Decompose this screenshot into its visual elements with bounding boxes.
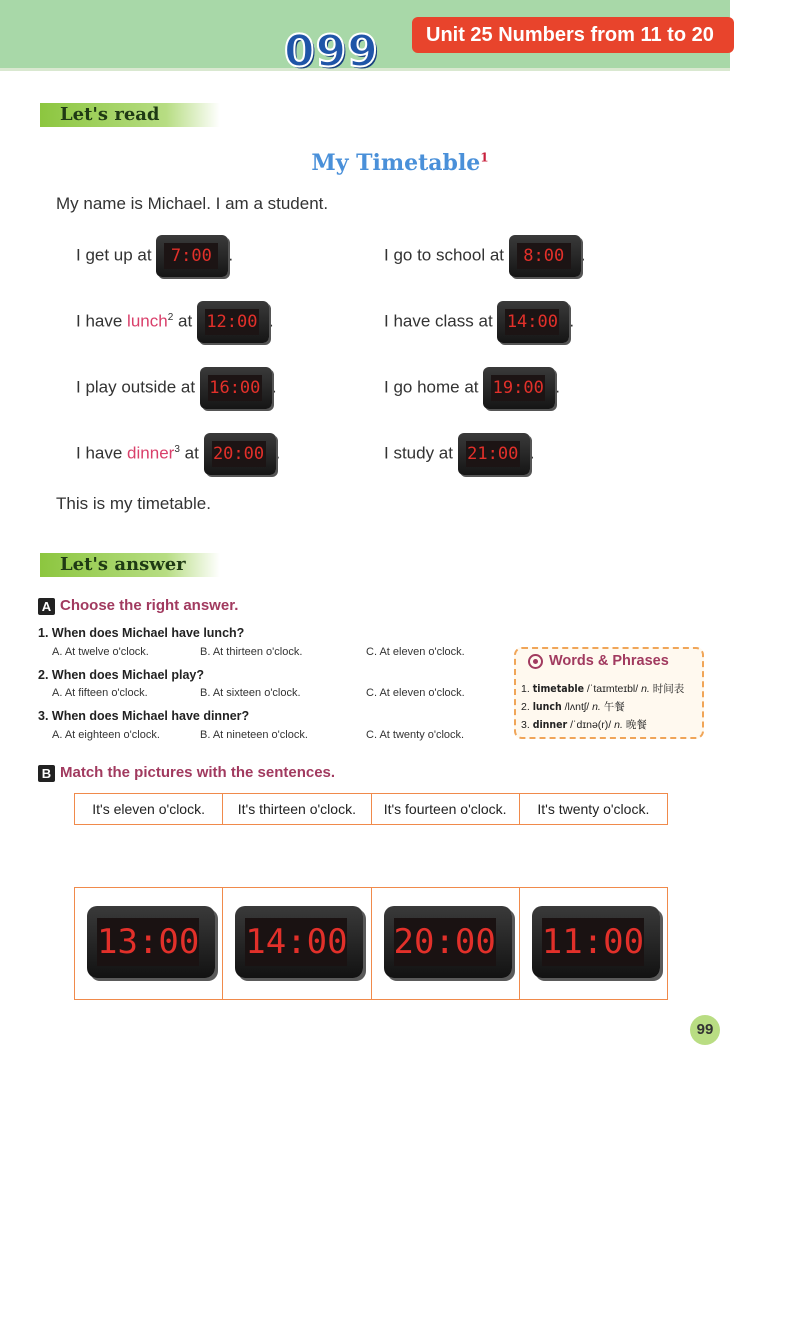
entry-text: I study at <box>384 443 453 463</box>
clock-time: 20:00 <box>212 441 266 467</box>
timetable-entry: I have lunch$^2$ at 12:00 . <box>76 301 274 343</box>
vocab-num: 3. <box>521 719 530 731</box>
digital-clock-icon <box>509 235 581 277</box>
title-footnote: 1 <box>480 150 489 165</box>
entry-text: I go home at <box>384 377 479 397</box>
entry-text: I have class at <box>384 311 493 331</box>
part-b-title <box>38 764 335 782</box>
target-circle-icon <box>528 654 543 669</box>
sentence-table <box>74 793 668 825</box>
timetable-entry: I have class at 14:00 . <box>384 301 574 343</box>
option-3c[interactable]: C. At twenty o'clock. <box>366 729 465 741</box>
clock-time: 16:00 <box>208 375 262 401</box>
question-3: 3. When does Michael have dinner? <box>38 709 250 723</box>
digital-clock-icon <box>483 367 555 409</box>
sentence-cell[interactable]: It's eleven o'clock. <box>75 794 223 824</box>
clock-time: 14:00 <box>505 309 559 335</box>
entry-text: I get up at <box>76 245 152 265</box>
unit-title-banner: Unit 25 Numbers from 11 to 20 <box>412 17 734 53</box>
closing-text: This is my timetable. <box>56 494 211 513</box>
clock-time: 7:00 <box>164 243 218 269</box>
part-b-badge: B <box>38 765 55 782</box>
vocab-word: lunch <box>532 701 562 713</box>
vocab-item <box>521 699 625 714</box>
option-1b[interactable]: B. At thirteen o'clock. <box>200 646 303 658</box>
clock-time: 21:00 <box>466 441 520 467</box>
digital-clock-icon <box>458 433 530 475</box>
digital-clock-icon <box>87 906 215 978</box>
part-a-title-text: Choose the right answer. <box>60 597 239 614</box>
vocab-pos: n. <box>614 719 623 731</box>
sentence-cell[interactable]: It's fourteen o'clock. <box>372 794 520 824</box>
timetable-entry: I go home at 19:00 . <box>384 367 560 409</box>
timetable-entry: I get up at 7:00 . <box>76 235 233 277</box>
vocab-meaning: 午餐 <box>603 701 625 713</box>
section-heading-read: Let's read <box>40 103 220 127</box>
timetable-entry: I study at 21:00 . <box>384 433 534 475</box>
part-a-title <box>38 597 238 615</box>
entry-text: at <box>177 311 193 331</box>
vocab-word: lunch <box>127 311 168 331</box>
vocab-item <box>521 681 684 696</box>
vocab-num: 2. <box>521 701 530 713</box>
entry-text: I go to school at <box>384 245 505 265</box>
sentence-cell[interactable]: It's twenty o'clock. <box>537 801 650 817</box>
vocab-phonetic: /lʌntʃ/ <box>564 701 590 713</box>
option-3a[interactable]: A. At eighteen o'clock. <box>52 729 160 741</box>
vocab-word: timetable <box>532 683 584 695</box>
words-phrases-title-text: Words & Phrases <box>549 653 669 669</box>
picture-cell[interactable] <box>75 888 223 999</box>
digital-clock-icon <box>235 906 363 978</box>
clock-time: 20:00 <box>394 918 496 966</box>
digital-clock-icon <box>497 301 569 343</box>
vocab-num: 1. <box>521 683 530 695</box>
timetable-entry: I play outside at 16:00 . <box>76 367 277 409</box>
clock-picture-table <box>74 887 668 1000</box>
entry-text: I have <box>76 443 123 463</box>
vocab-item <box>521 717 647 732</box>
lesson-number: 099 <box>284 26 379 77</box>
option-2c[interactable]: C. At eleven o'clock. <box>366 687 465 699</box>
clock-time: 12:00 <box>205 309 259 335</box>
vocab-pos: n. <box>641 683 650 695</box>
vocab-word: dinner <box>127 443 175 463</box>
picture-cell[interactable] <box>372 888 520 999</box>
clock-time: 19:00 <box>491 375 545 401</box>
picture-cell[interactable] <box>520 888 667 999</box>
question-2: 2. When does Michael play? <box>38 668 205 682</box>
clock-time: 14:00 <box>245 918 347 966</box>
digital-clock-icon <box>197 301 269 343</box>
clock-time: 8:00 <box>517 243 571 269</box>
intro-text: My name is Michael. I am a student. <box>56 194 329 213</box>
option-2a[interactable]: A. At fifteen o'clock. <box>52 687 148 699</box>
story-title <box>0 150 800 176</box>
digital-clock-icon <box>532 906 660 978</box>
digital-clock-icon <box>156 235 228 277</box>
option-1a[interactable]: A. At twelve o'clock. <box>52 646 149 658</box>
footnote-marker: 2 <box>167 311 174 323</box>
vocab-meaning: 时间表 <box>652 683 685 695</box>
entry-text: I play outside at <box>76 377 196 397</box>
timetable-entry: I have dinner$^3$ at 20:00 . <box>76 433 280 475</box>
words-phrases-title <box>528 653 669 669</box>
digital-clock-icon <box>384 906 512 978</box>
option-2b[interactable]: B. At sixteen o'clock. <box>200 687 301 699</box>
vocab-word: dinner <box>532 719 568 731</box>
vocab-pos: n. <box>592 701 601 713</box>
option-3b[interactable]: B. At nineteen o'clock. <box>200 729 308 741</box>
story-title-text: My Timetable <box>311 150 481 176</box>
page-number: 99 <box>690 1015 720 1045</box>
clock-time: 11:00 <box>542 918 644 966</box>
option-1c[interactable]: C. At eleven o'clock. <box>366 646 465 658</box>
picture-cell[interactable] <box>223 888 371 999</box>
footnote-marker: 3 <box>174 443 180 455</box>
digital-clock-icon <box>200 367 272 409</box>
sentence-cell[interactable]: It's thirteen o'clock. <box>223 794 371 824</box>
question-1: 1. When does Michael have lunch? <box>38 626 245 640</box>
vocab-phonetic: /ˈdɪnə(r)/ <box>570 719 612 731</box>
timetable-entry: I go to school at 8:00 . <box>384 235 586 277</box>
entry-text: I have <box>76 311 123 331</box>
section-heading-answer: Let's answer <box>40 553 220 577</box>
vocab-phonetic: /ˈtaɪmteɪbl/ <box>586 683 639 695</box>
part-b-title-text: Match the pictures with the sentences. <box>60 764 336 781</box>
digital-clock-icon <box>204 433 276 475</box>
part-a-badge: A <box>38 598 55 615</box>
entry-text: at <box>184 443 199 463</box>
clock-time: 13:00 <box>97 918 199 966</box>
vocab-meaning: 晚餐 <box>625 719 647 731</box>
